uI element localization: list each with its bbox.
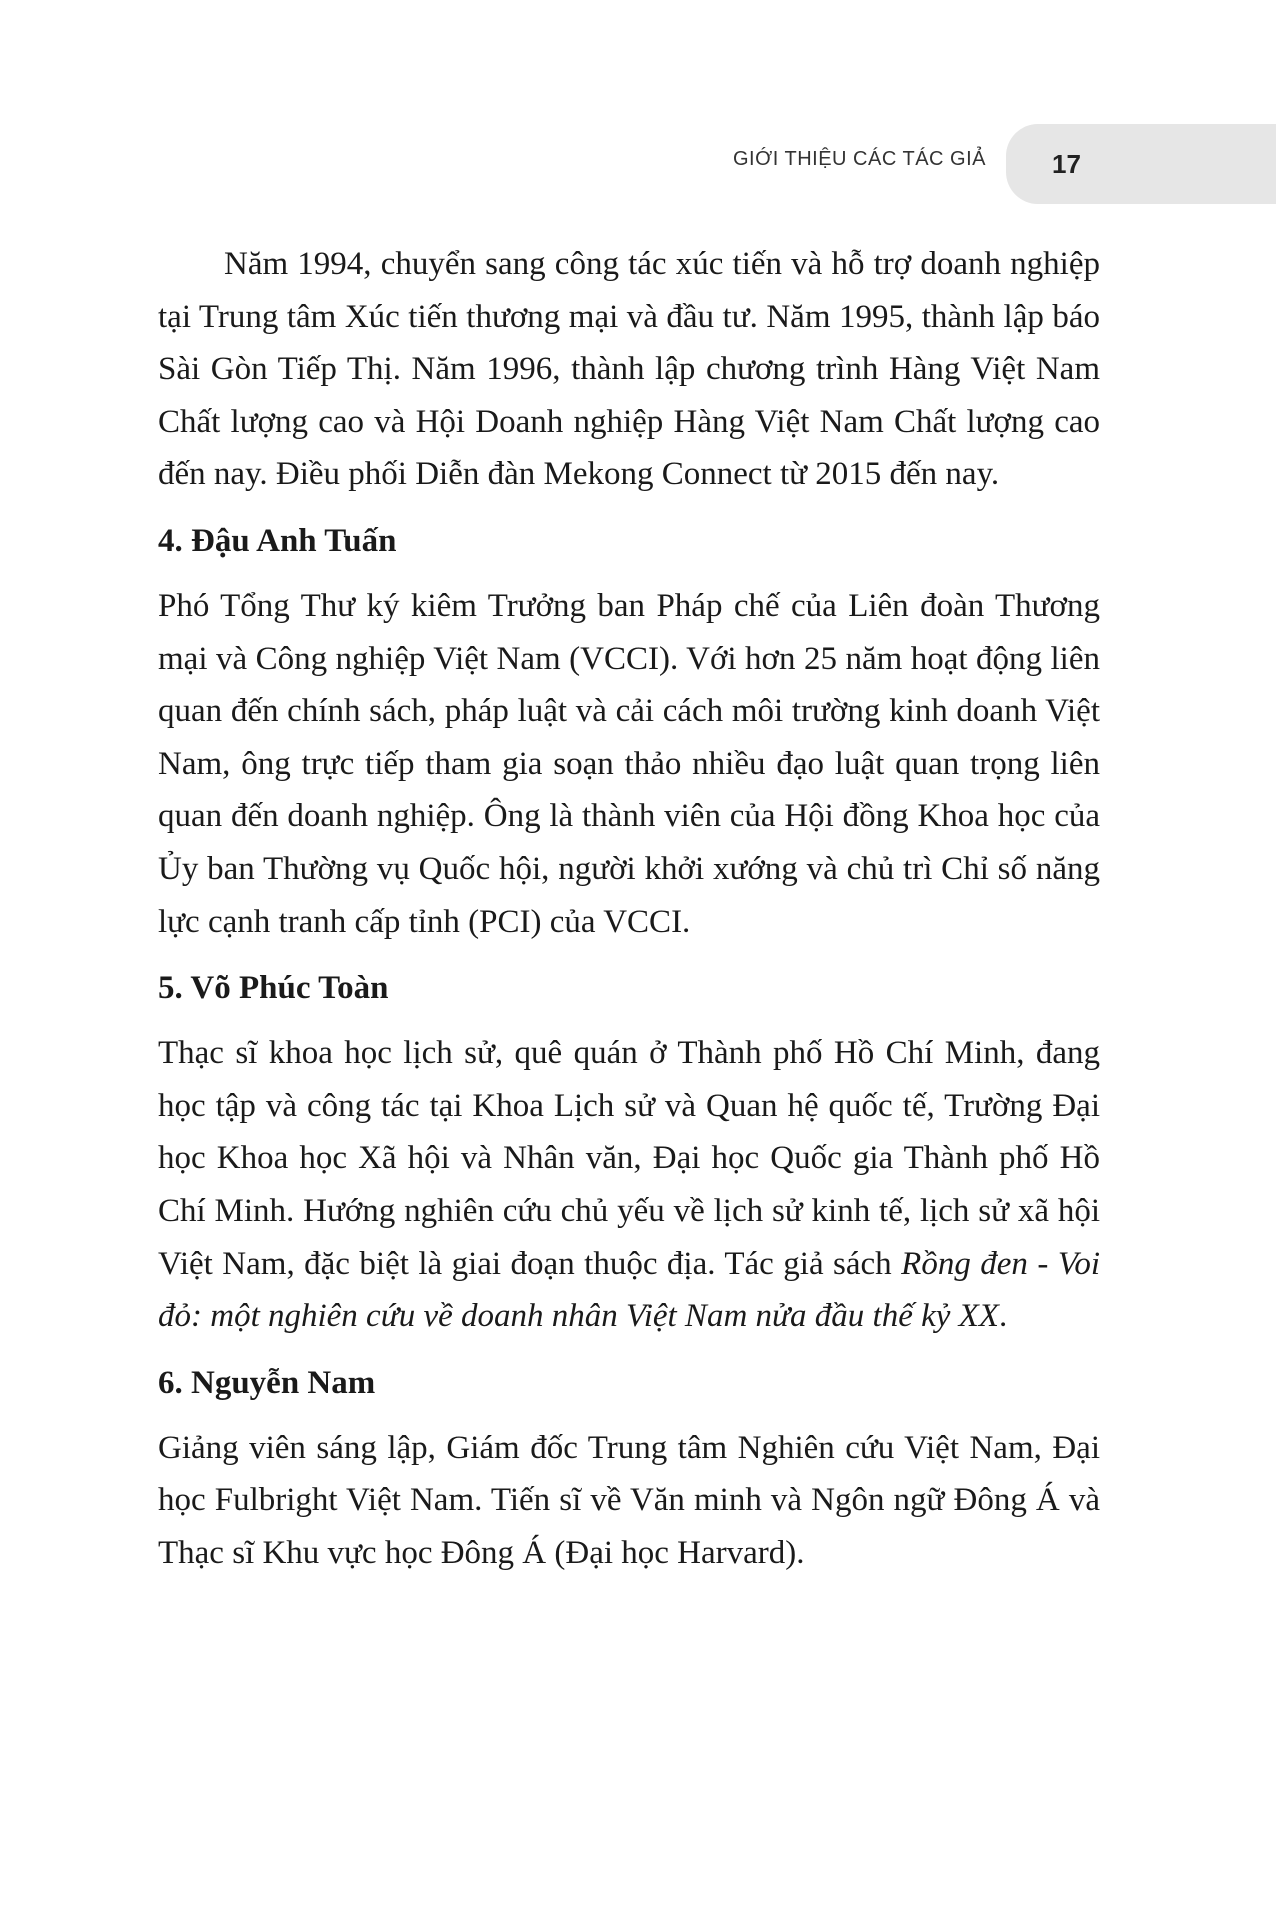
page-number-tab: [1006, 124, 1276, 204]
section-body-text: Thạc sĩ khoa học lịch sử, quê quán ở Thành phố Hồ Chí Minh, đang học tập và công tác tại Khoa Lịch sử và Quan hệ quốc tế, Trường Đại học Khoa học Xã hội và Nhân văn, Đại học Quốc gia Thành phố Hồ Chí Minh. Hướng nghiên cứu chủ yếu về lịch sử kinh tế, lịch sử xã hội Việt Nam, đặc biệt là giai đoạn thuộc địa. Tác giả sách: [158, 1035, 1100, 1282]
section-heading-dau-anh-tuan: 4. Đậu Anh Tuấn: [158, 522, 397, 559]
book-title: Rồng đen - Voi đỏ: một nghiên cứu về doanh nhân Việt Nam nửa đầu thế kỷ XX: [158, 1245, 1100, 1335]
section-body-end: .: [998, 1298, 1008, 1335]
intro-paragraph: Năm 1994, chuyển sang công tác xúc tiến và hỗ trợ doanh nghiệp tại Trung tâm Xúc tiến thương mại và đầu tư. Năm 1995, thành lập báo Sài Gòn Tiếp Thị. Năm 1996, thành lập chương trình Hàng Việt Nam Chất lượng cao và Hội Doanh nghiệp Hàng Việt Nam Chất lượng cao đến nay. Điều phối Diễn đàn Mekong Connect từ 2015 đến nay.: [158, 246, 1100, 493]
section-body-dau-anh-tuan: Phó Tổng Thư ký kiêm Trưởng ban Pháp chế của Liên đoàn Thương mại và Công nghiệp Việt Nam (VCCI). Với hơn 25 năm hoạt động liên quan đến chính sách, pháp luật và cải cách môi trường kinh doanh Việt Nam, ông trực tiếp tham gia soạn thảo nhiều đạo luật quan trọng liên quan đến doanh nghiệp. Ông là thành viên của Hội đồng Khoa học của Ủy ban Thường vụ Quốc hội, người khởi xướng và chủ trì Chỉ số năng lực cạnh tranh cấp tỉnh (PCI) của VCCI.: [158, 587, 1100, 940]
section-body-vo-phuc-toan: [158, 1027, 1100, 1343]
running-header-title: GIỚI THIỆU CÁC TÁC GIẢ: [732, 148, 986, 170]
section-heading-nguyen-nam: 6. Nguyễn Nam: [158, 1364, 376, 1401]
page-number: 17: [1052, 149, 1081, 179]
section-body-nguyen-nam: Giảng viên sáng lập, Giám đốc Trung tâm Nghiên cứu Việt Nam, Đại học Fulbright Việt Nam. Tiến sĩ về Văn minh và Ngôn ngữ Đông Á và Thạc sĩ Khu vực học Đông Á (Đại học Harvard).: [158, 1429, 1100, 1571]
page-body: [158, 238, 1100, 1579]
section-heading-vo-phuc-toan: 5. Võ Phúc Toàn: [158, 970, 389, 1007]
